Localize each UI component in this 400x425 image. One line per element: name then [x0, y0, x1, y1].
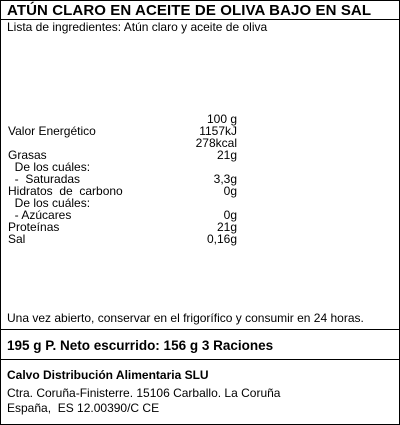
nutrition-row-value: 3,3g — [213, 172, 237, 186]
nutrition-row-label: Hidratos de carbono — [8, 184, 123, 198]
company-address-line-1: Ctra. Coruña-Finisterre. 15106 Carballo. La Coruña — [7, 386, 281, 400]
weights-divider — [1, 359, 399, 360]
company-address-line-2: España, ES 12.00390/C CE — [7, 401, 160, 415]
nutrition-row-label: Grasas — [8, 148, 47, 162]
nutrition-row-value: 0g — [223, 184, 237, 198]
nutrition-header-value: 100 g — [206, 112, 237, 126]
storage-note: Una vez abierto, conservar en el frigorífico y consumir en 24 horas. — [7, 311, 364, 325]
nutrition-row-label: Sal — [8, 232, 26, 246]
nutrition-row-value: 21g — [216, 220, 237, 234]
product-title: ATÚN CLARO EN ACEITE DE OLIVA BAJO EN SAL — [7, 2, 372, 19]
nutrition-row-value: 1157kJ — [199, 124, 237, 138]
net-weight-info: 195 g P. Neto escurrido: 156 g 3 Raciones — [7, 338, 274, 353]
nutrition-row-label: Proteínas — [8, 220, 60, 234]
nutrition-row-label: - Azúcares — [8, 208, 72, 222]
nutrition-row-value: 0g — [223, 208, 237, 222]
nutrition-row-label: De los cuáles: — [8, 160, 91, 174]
nutrition-row-label: De los cuáles: — [8, 196, 91, 210]
nutrition-row-label: Valor Energético — [8, 124, 96, 138]
company-name: Calvo Distribución Alimentaria SLU — [7, 368, 209, 382]
ingredients-list: Lista de ingredientes: Atún claro y aceite de oliva — [7, 20, 268, 34]
nutrition-row-label: - Saturadas — [8, 172, 81, 186]
nutrition-row-value: 0,16g — [206, 232, 237, 246]
note-divider — [1, 329, 399, 330]
nutrition-row-value: 278kcal — [195, 136, 237, 150]
nutrition-row-value: 21g — [216, 148, 237, 162]
